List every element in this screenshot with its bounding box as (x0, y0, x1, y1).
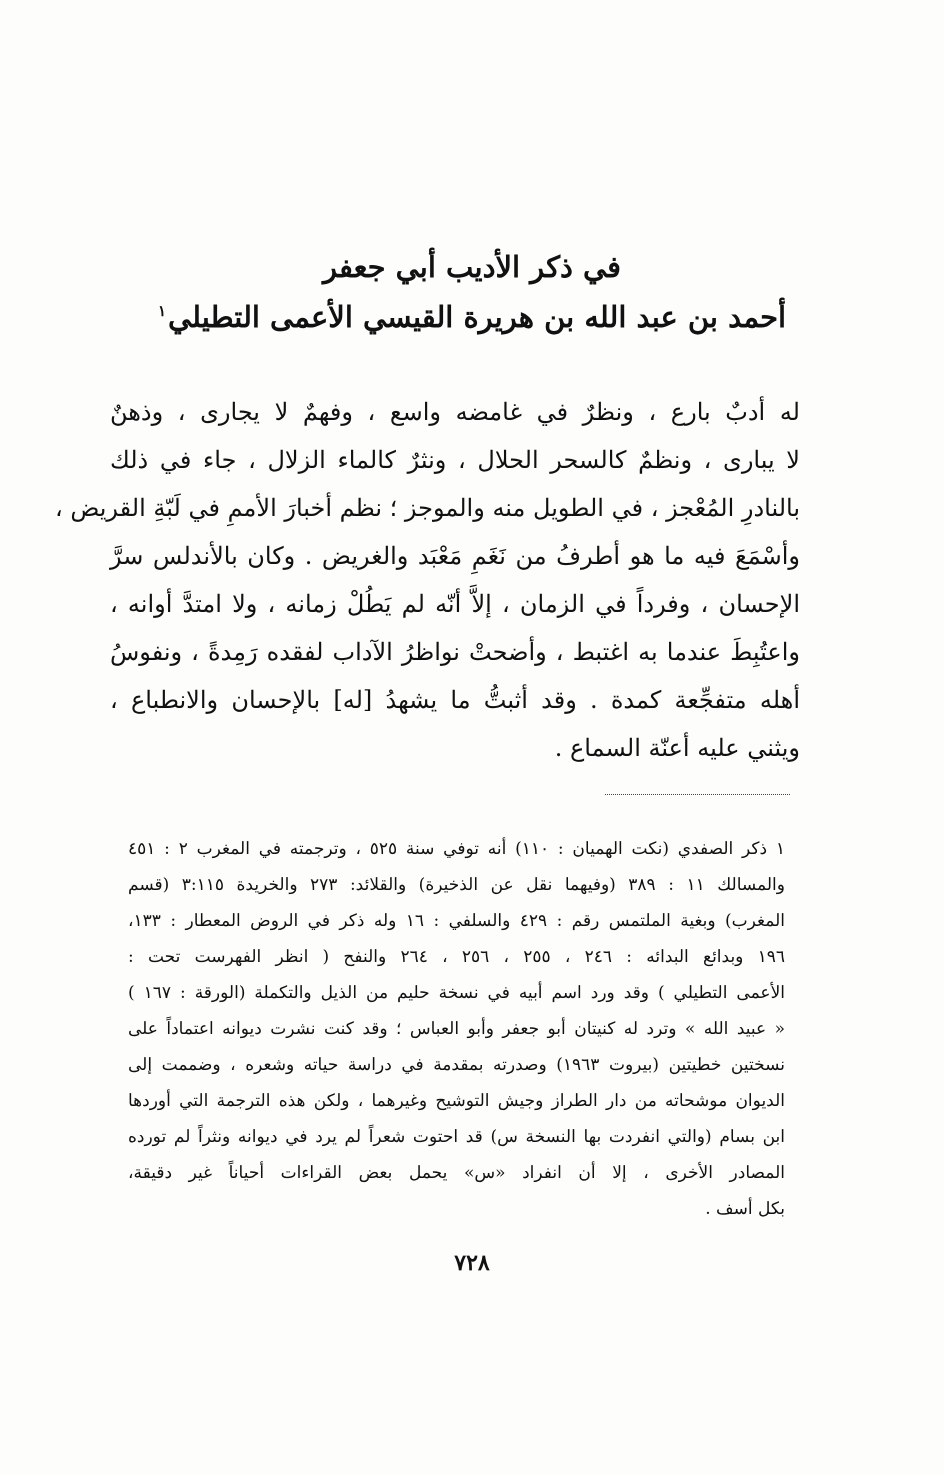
page-number: ٧٢٨ (454, 1250, 490, 1276)
footnote-line-3: المغرب) وبغية الملتمس رقم : ٤٢٩ والسلفي : ١٦ وله ذكر في الروض المعطار : ١٣٣، (128, 911, 785, 931)
heading-line-2 (150, 300, 794, 334)
body-line-7: أهله متفجِّعة كمدة . وقد أثبتُّ ما يشهدُ [له] بالإحسان والانطباع ، (110, 686, 800, 714)
footnote-line-7: نسختين خطيتين (بيروت ١٩٦٣) وصدرته بمقدمة في دراسة حياته وشعره ، وضممت إلى (128, 1055, 785, 1075)
body-line-8: ويثني عليه أعنّة السماع . (554, 734, 800, 762)
footnote-separator (605, 794, 790, 795)
footnote-line-9: ابن بسام (والتي انفردت بها النسخة س) قد احتوت شعراً لم يرد في ديوانه ونثراً لم تورده (128, 1127, 785, 1147)
heading-line-2-text: أحمد بن عبد الله بن هريرة القيسي الأعمى التطيلي (168, 300, 787, 334)
footnote-line-4: ١٩٦ وبدائع البدائه : ٢٤٦ ، ٢٥٥ ، ٢٥٦ ، ٢٦٤ والنفح ( انظر الفهرست تحت : (128, 947, 786, 967)
footnote-line-10: المصادر الأخرى ، إلا أن انفراد «س» يحمل بعض القراءات أحياناً غير دقيقة، (128, 1163, 785, 1183)
body-line-3: بالنادرِ المُعْجز ، في الطويل منه والموجز ؛ نظم أخبارَ الأممِ في لَبّةِ القريض ، (54, 494, 800, 522)
body-line-4: وأسْمَعَ فيه ما هو أطرفُ من نَغَمِ مَعْبَد والغريض . وكان بالأندلس سرَّ (110, 542, 800, 570)
body-line-2: لا يبارى ، ونظمٌ كالسحر الحلال ، ونثرٌ كالماء الزلال ، جاء في ذلك (110, 446, 800, 474)
footnote-line-6: « عبيد الله » وترد له كنيتان أبو جعفر وأبو العباس ؛ وقد كنت نشرت ديوانه اعتماداً على (128, 1019, 785, 1039)
footnote-line-5: الأعمى التطيلي ) وقد ورد اسم أبيه في نسخة حليم من الذيل والتكملة (الورقة : ١٦٧ ) (128, 983, 785, 1003)
footnote-line-8: الديوان موشحاته من دار الطراز وجيش التوشيح وغيرهما ، ولكن هذه الترجمة التي أوردها (128, 1091, 785, 1111)
body-line-5: الإحسان ، وفرداً في الزمان ، إلاَّ أنّه لم يَطُلْ زمانه ، ولا امتدَّ أوانه ، (110, 590, 800, 618)
body-line-1: له أدبٌ بارع ، ونظرٌ في غامضه واسع ، وفهمٌ لا يجارى ، وذهنٌ (110, 398, 800, 426)
heading-line-1-text: في ذكر الأديب أبي جعفر (322, 250, 622, 284)
body-line-6: واعتُبِطَ عندما به اغتبط ، وأضحتْ نواظرُ الآداب لفقده رَمِدةً ، ونفوسُ (110, 638, 800, 666)
footnote-line-11: بكل أسف . (705, 1199, 785, 1219)
footnote-line-2: والمسالك ١١ : ٣٨٩ (وفيهما نقل عن الذخيرة) والقلائد: ٢٧٣ والخريدة ٣:١١٥ (قسم (128, 875, 785, 895)
heading-line-1 (150, 250, 794, 284)
footnote-reference: ١ (157, 302, 166, 321)
footnote-line-1: ١ ذكر الصفدي (نكت الهميان : ١١٠) أنه توفي سنة ٥٢٥ ، وترجمته في المغرب ٢ : ٤٥١ (128, 839, 785, 859)
